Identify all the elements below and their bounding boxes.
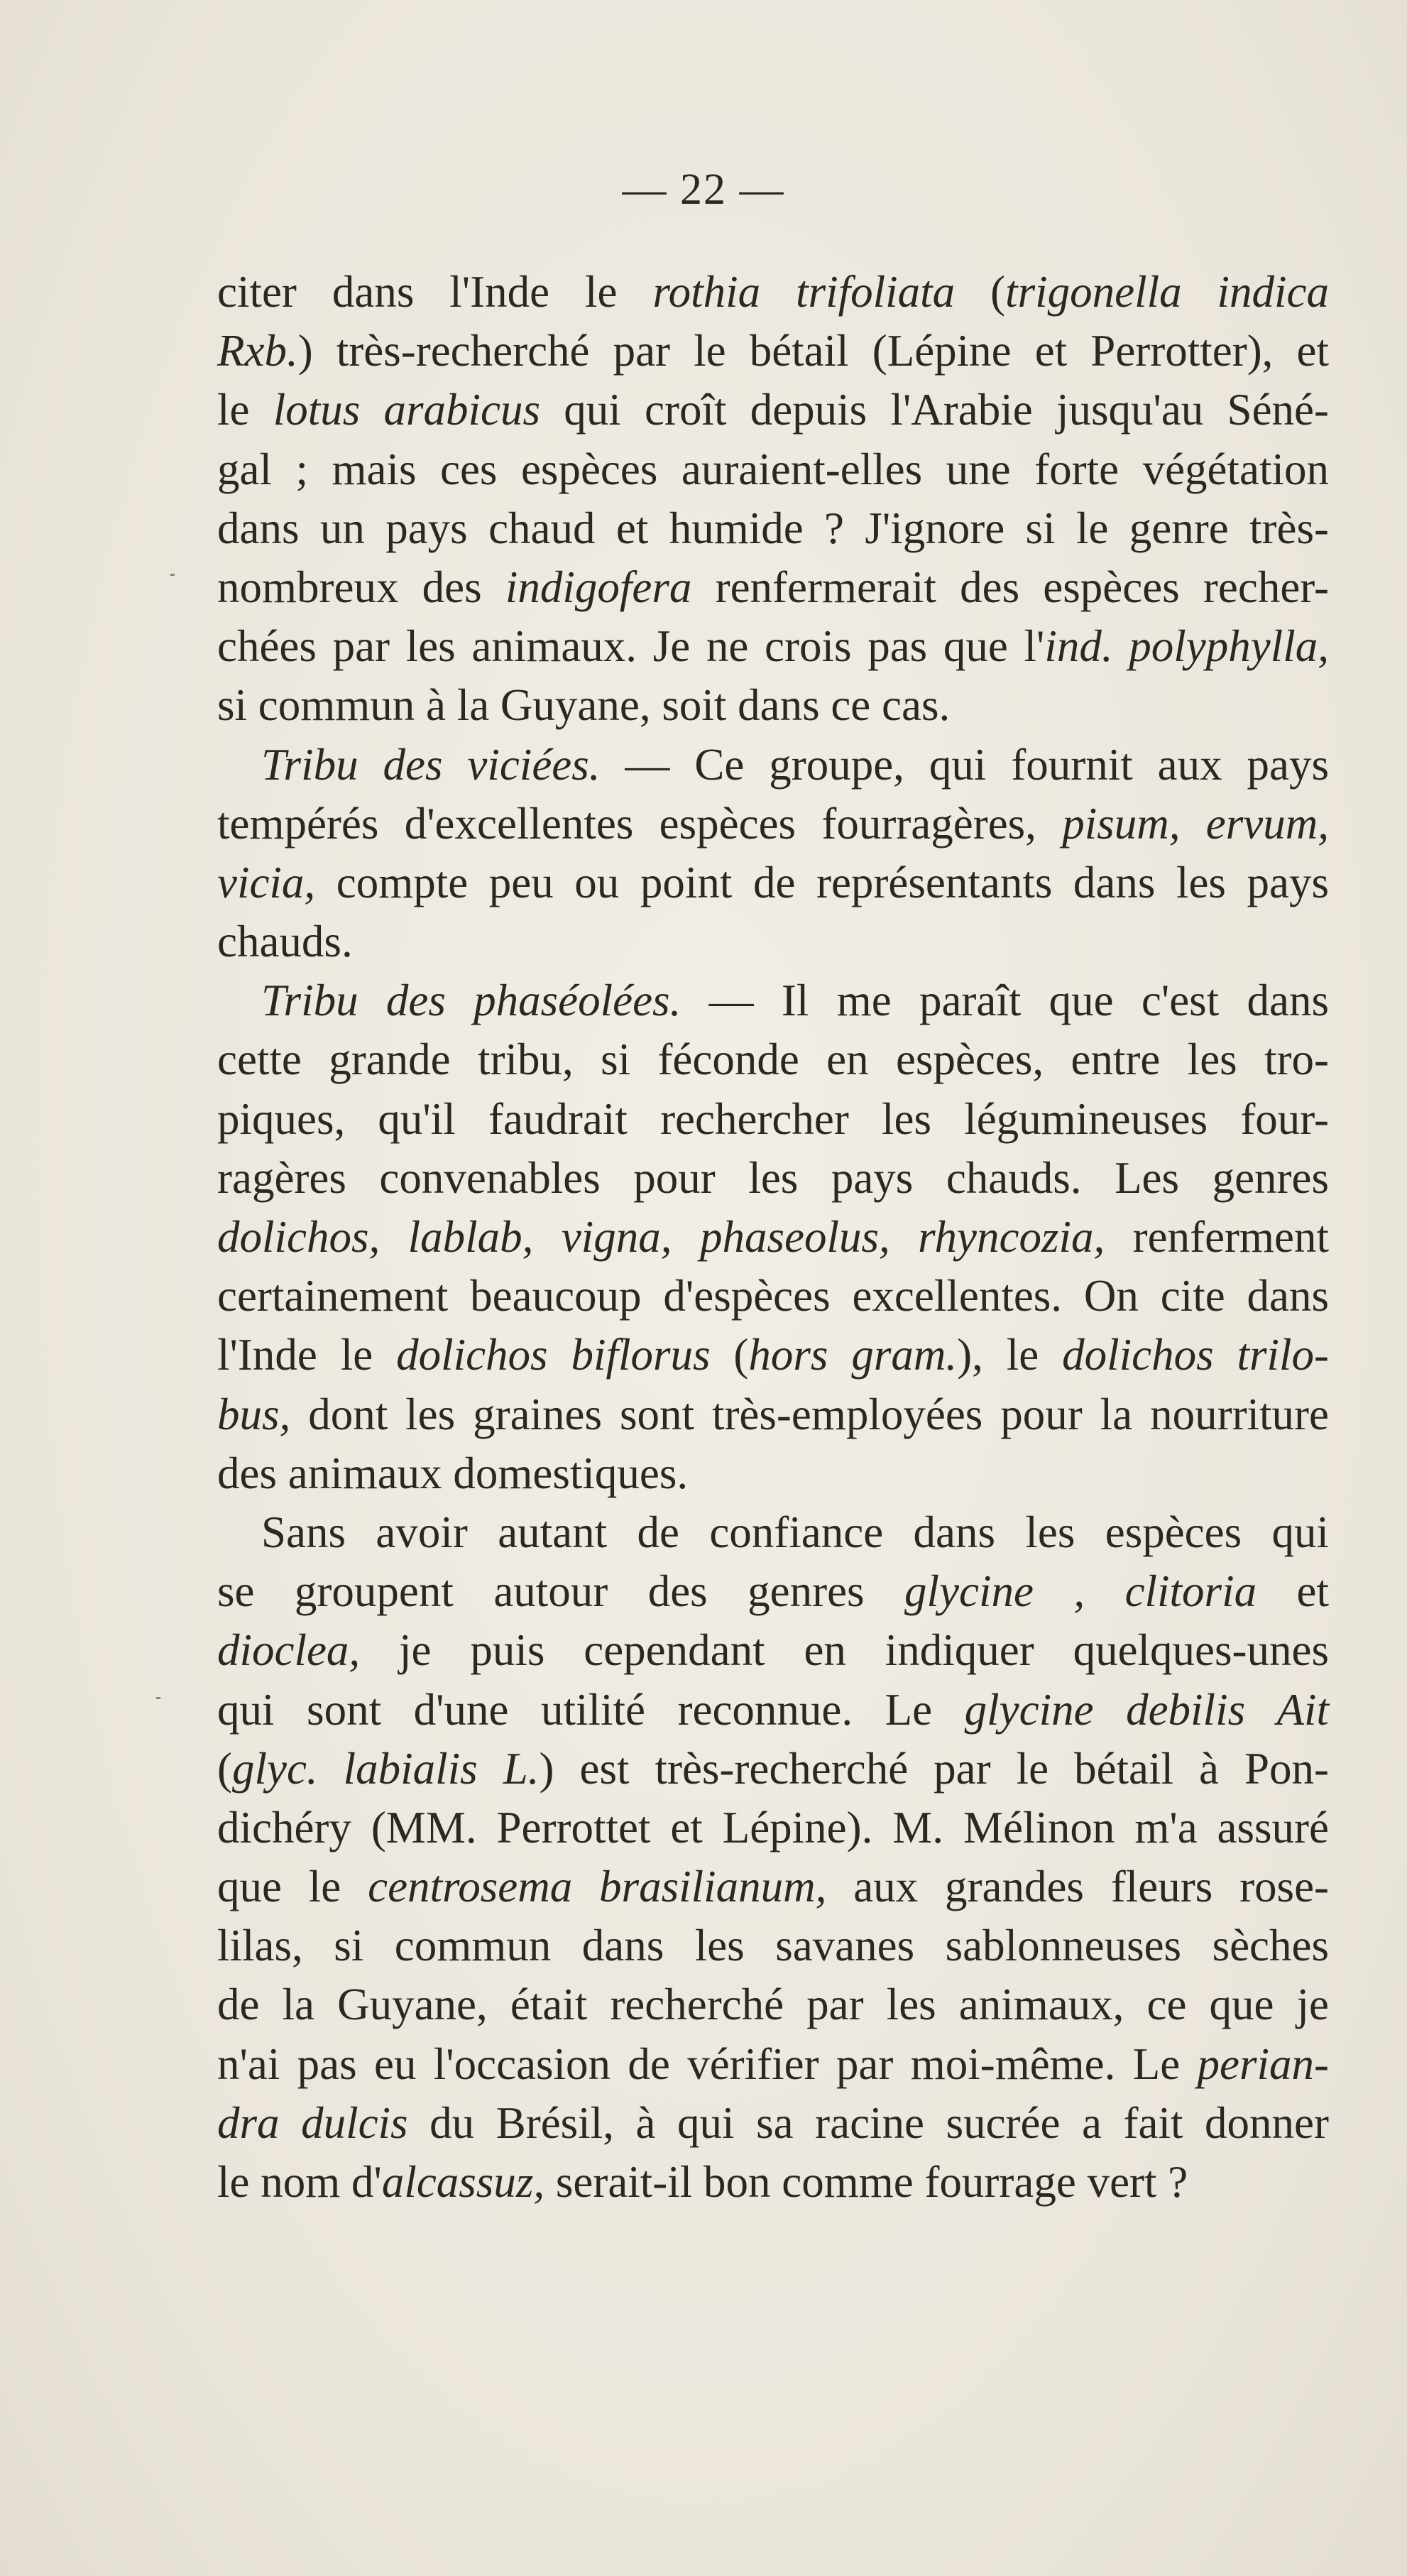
text-run: que le xyxy=(217,1862,368,1912)
text-run: renfermerait des espèces recher- xyxy=(691,562,1329,612)
text-run: l'Inde le xyxy=(217,1330,397,1380)
text-line xyxy=(217,2153,1329,2212)
italic-term: lotus arabicus xyxy=(273,385,540,435)
italic-term: indigofera xyxy=(505,562,692,612)
text-run: ), le xyxy=(957,1330,1063,1380)
text-run: compte peu ou point de représentants dans les pays xyxy=(315,857,1329,907)
italic-term: alcassuz, xyxy=(381,2157,545,2207)
page-number: — 22 — xyxy=(622,165,785,214)
text-line xyxy=(217,1030,1329,1089)
body-text xyxy=(217,263,1329,2212)
text-run: et xyxy=(1257,1566,1329,1617)
text-run: se groupent autour des genres xyxy=(217,1566,905,1617)
text-run: dont les graines sont très-employées pour la nourriture xyxy=(290,1389,1329,1439)
text-run: des animaux domestiques. xyxy=(217,1448,689,1498)
italic-term: rothia trifoliata xyxy=(652,267,956,317)
text-line xyxy=(217,912,1329,971)
text-line xyxy=(217,1740,1329,1799)
text-line xyxy=(217,558,1329,617)
italic-term: trigonella indica xyxy=(1005,267,1330,317)
text-line xyxy=(217,1326,1329,1385)
text-run: le nom d' xyxy=(217,2157,382,2207)
italic-term: dolichos trilo- xyxy=(1062,1330,1330,1380)
italic-term: glycine , clitoria xyxy=(904,1566,1257,1617)
text-run: piques, qu'il faudrait rechercher les légumineuses four- xyxy=(217,1093,1329,1144)
text-run: si commun à la Guyane, soit dans ce cas. xyxy=(217,680,951,731)
italic-term: Tribu des phaséolées. xyxy=(261,976,681,1026)
text-run: chées par les animaux. Je ne crois pas que l' xyxy=(217,621,1045,672)
text-line xyxy=(217,1562,1329,1621)
text-line xyxy=(217,440,1329,499)
text-run: je puis cependant en indiquer quelques-unes xyxy=(360,1625,1329,1676)
italic-term: centrosema brasilianum, xyxy=(368,1862,827,1912)
text-line xyxy=(217,853,1329,912)
text-run: du Brésil, à qui sa racine sucrée a fait donner xyxy=(407,2097,1329,2148)
text-run: ( xyxy=(217,1743,232,1794)
text-run: serait-il bon comme fourrage vert ? xyxy=(544,2157,1188,2207)
text-run: qui sont d'une utilité reconnue. Le xyxy=(217,1684,965,1735)
text-run: ragères convenables pour les pays chauds. Les genres xyxy=(217,1152,1329,1203)
text-run: Sans avoir autant de confiance dans les espèces qui xyxy=(261,1507,1329,1557)
text-line xyxy=(217,2094,1329,2153)
paragraph-start-line xyxy=(217,736,1329,795)
text-run: ) est très-recherché par le bétail à Pon- xyxy=(539,1743,1330,1794)
italic-term: ind. polyphylla, xyxy=(1044,621,1329,672)
italic-term: hors gram. xyxy=(748,1330,958,1380)
text-line xyxy=(217,1857,1329,1916)
italic-term: pisum, ervum, xyxy=(1062,798,1329,848)
margin-speck xyxy=(170,574,175,576)
text-line xyxy=(217,1916,1329,1975)
text-run: dichéry (MM. Perrottet et Lépine). M. Mélinon m'a assuré xyxy=(217,1802,1329,1852)
text-line xyxy=(217,1975,1329,2034)
text-run: le xyxy=(217,385,273,435)
text-line xyxy=(217,795,1329,853)
text-run: ( xyxy=(710,1330,749,1380)
text-run: renferment xyxy=(1105,1212,1329,1262)
text-line xyxy=(217,2035,1329,2094)
text-line xyxy=(217,1208,1329,1267)
text-line xyxy=(217,1444,1329,1503)
italic-term: glycine debilis Ait xyxy=(964,1684,1329,1735)
text-run: — Il me paraît que c'est dans xyxy=(681,976,1329,1026)
text-line xyxy=(217,263,1329,322)
italic-term: Rxb. xyxy=(217,326,298,376)
text-line xyxy=(217,1267,1329,1326)
margin-speck xyxy=(156,1697,160,1699)
text-line xyxy=(217,499,1329,558)
text-run: cette grande tribu, si féconde en espèces, entre les tro- xyxy=(217,1035,1329,1085)
text-run: ( xyxy=(955,267,1006,317)
italic-term: vicia, xyxy=(217,857,316,907)
text-line xyxy=(217,1385,1329,1444)
italic-term: dolichos biflorus xyxy=(396,1330,711,1380)
italic-term: dra dulcis xyxy=(217,2097,408,2148)
text-line xyxy=(217,1681,1329,1740)
text-line xyxy=(217,676,1329,735)
text-line xyxy=(217,381,1329,440)
text-line xyxy=(217,1799,1329,1857)
text-line xyxy=(217,1090,1329,1149)
text-run: tempérés d'excellentes espèces fourragères, xyxy=(217,798,1063,848)
paragraph-start-line xyxy=(217,1503,1329,1562)
text-run: de la Guyane, était recherché par les animaux, ce que je xyxy=(217,1980,1329,2030)
text-line xyxy=(217,322,1329,381)
italic-term: dolichos, lablab, vigna, phaseolus, rhyncozia, xyxy=(217,1212,1105,1262)
italic-term: bus, xyxy=(217,1389,291,1439)
text-line xyxy=(217,617,1329,676)
text-line xyxy=(217,1149,1329,1208)
text-run: nombreux des xyxy=(217,562,505,612)
text-run: citer dans l'Inde le xyxy=(217,267,653,317)
text-run: ) très-recherché par le bétail (Lépine et Perrotter), et xyxy=(297,326,1329,376)
text-run: n'ai pas eu l'occasion de vérifier par moi-même. Le xyxy=(217,2039,1198,2089)
italic-term: Tribu des viciées. xyxy=(261,739,601,790)
text-run: — Ce groupe, qui fournit aux pays xyxy=(600,739,1329,790)
text-run: certainement beaucoup d'espèces excellentes. On cite dans xyxy=(217,1271,1329,1321)
italic-term: perian- xyxy=(1197,2039,1329,2089)
text-run: gal ; mais ces espèces auraient-elles une forte végétation xyxy=(217,444,1329,494)
text-run: dans un pays chaud et humide ? J'ignore si le genre très- xyxy=(217,503,1329,553)
italic-term: glyc. labialis L. xyxy=(231,1743,540,1794)
paragraph-start-line xyxy=(217,971,1329,1030)
text-line xyxy=(217,1621,1329,1680)
text-run: qui croît depuis l'Arabie jusqu'au Séné- xyxy=(540,385,1329,435)
text-run: aux grandes fleurs rose- xyxy=(826,1862,1330,1912)
text-run: lilas, si commun dans les savanes sablonneuses sèches xyxy=(217,1921,1329,1971)
italic-term: dioclea, xyxy=(217,1625,361,1676)
text-run: chauds. xyxy=(217,917,353,967)
